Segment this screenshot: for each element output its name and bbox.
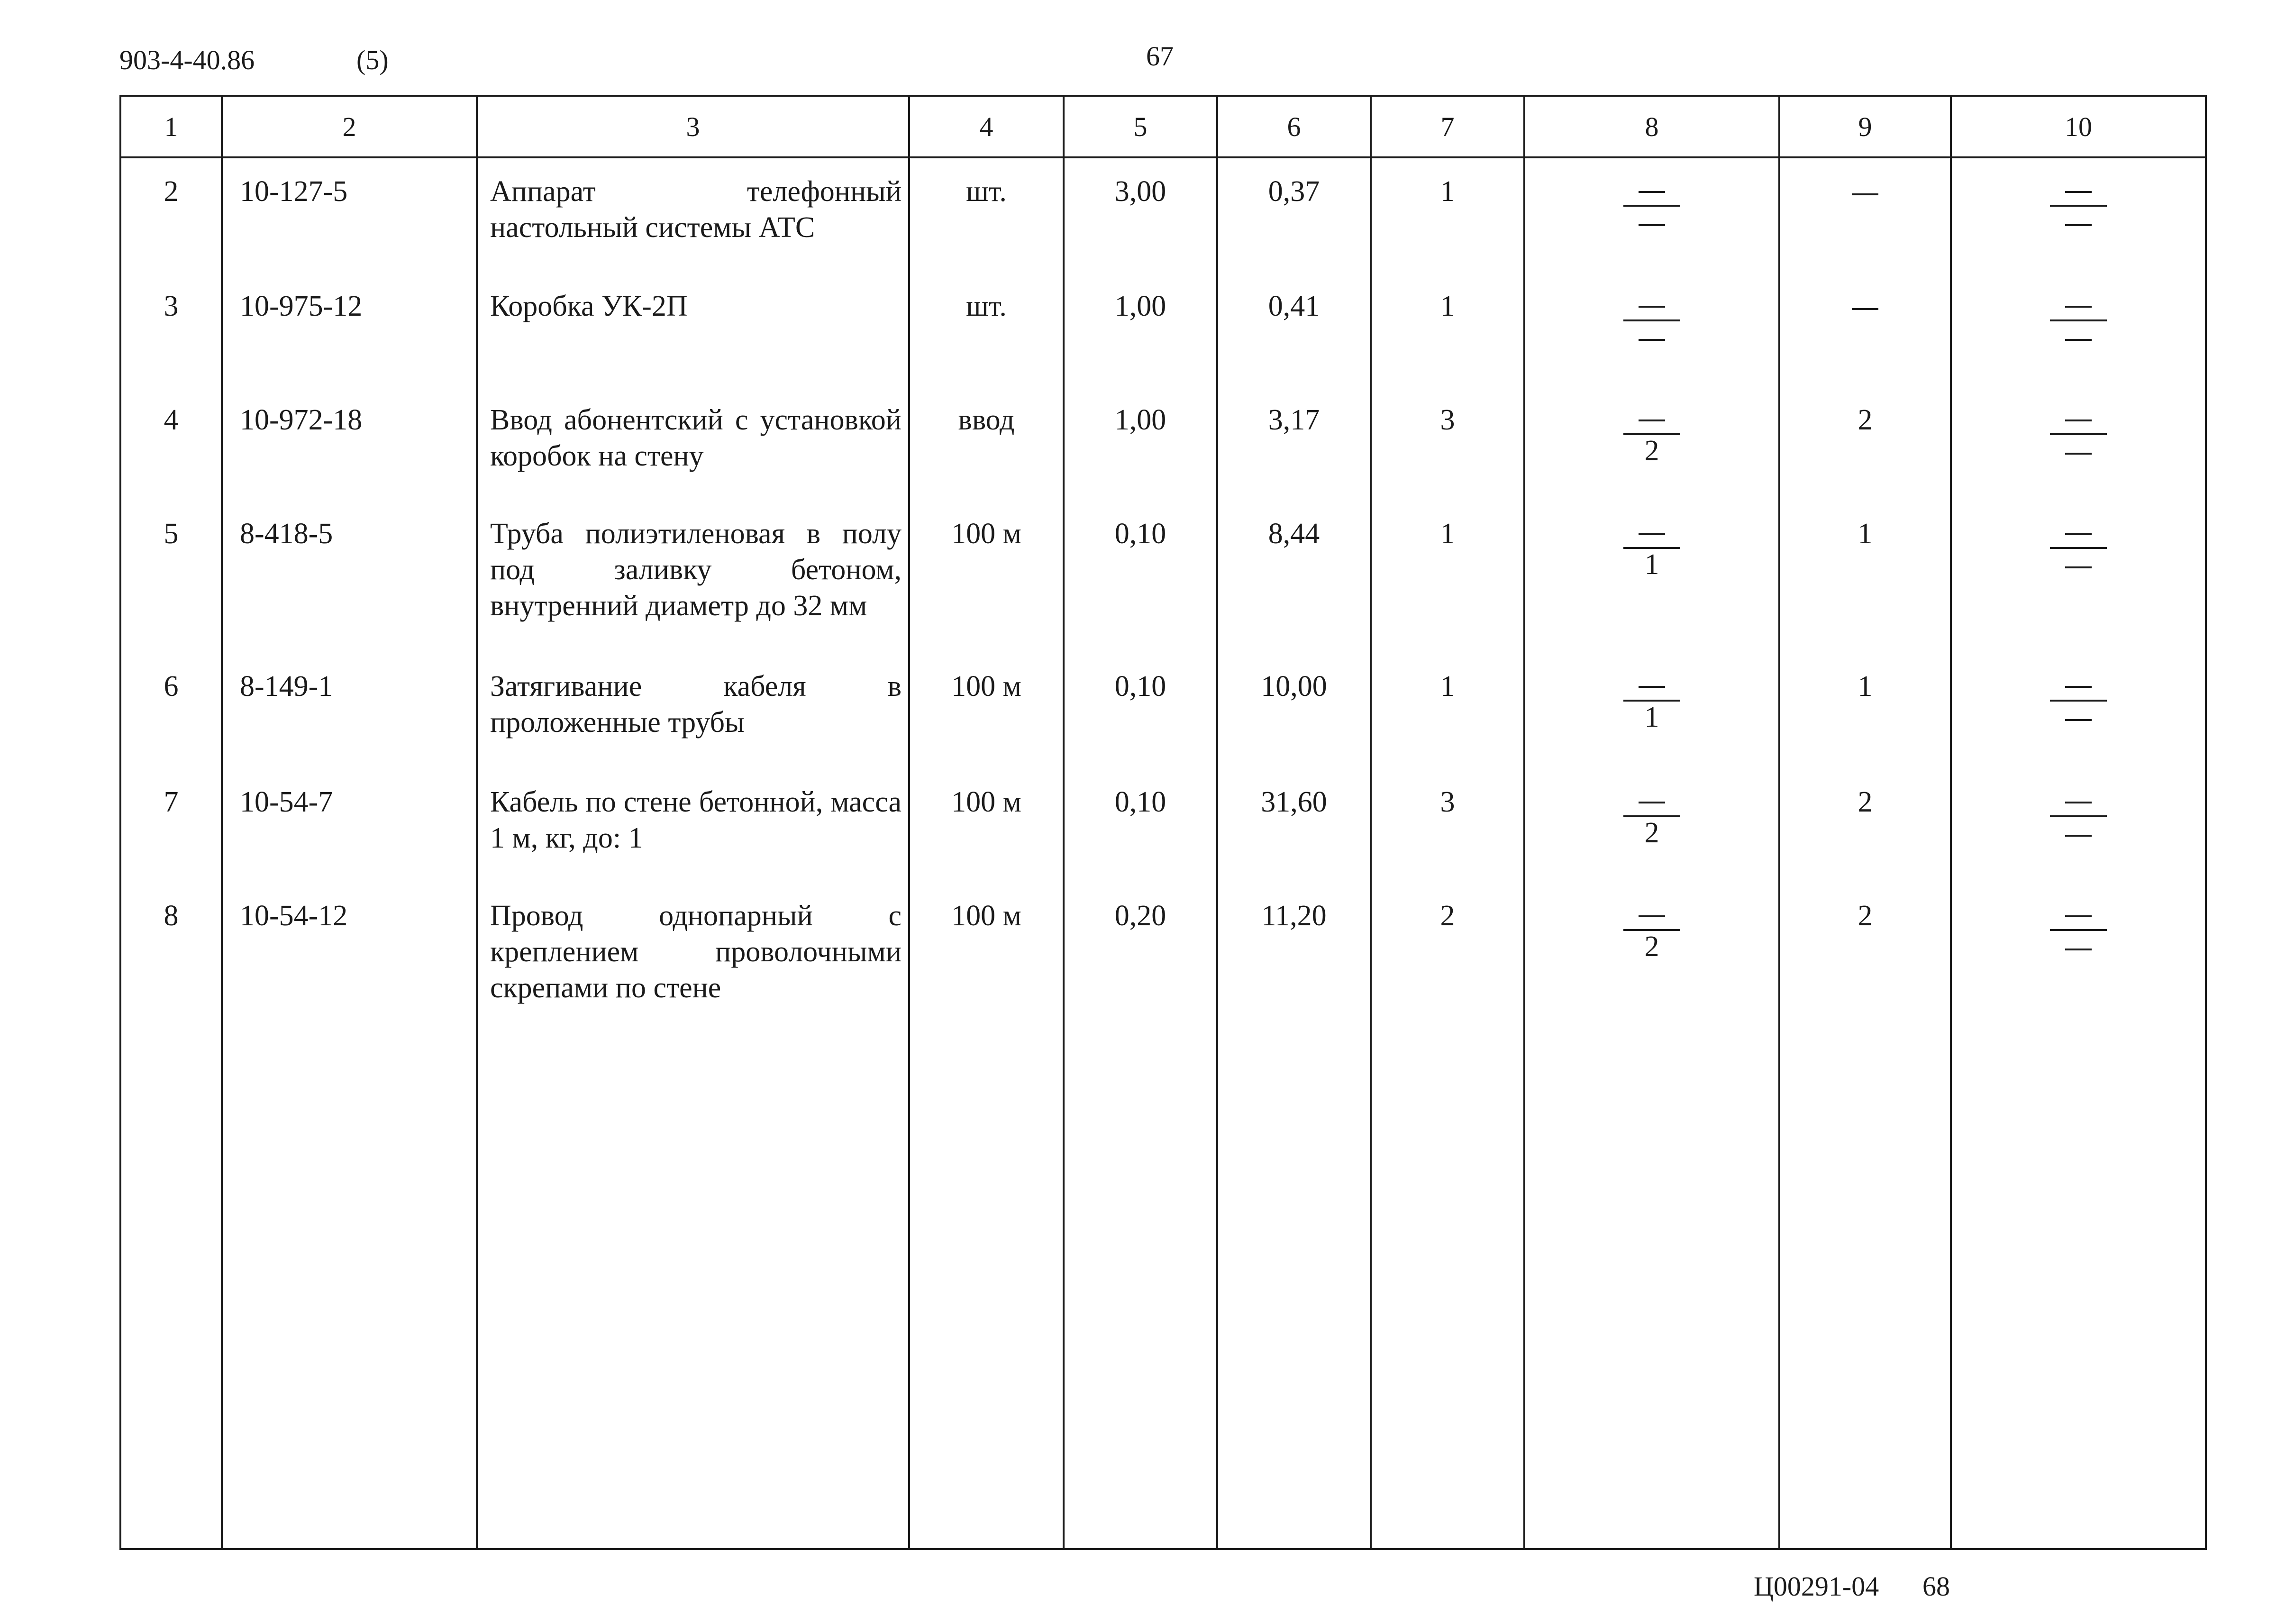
dash-mark [2065,306,2092,308]
col10-fraction-numerator [2048,898,2109,929]
price-value: 3,17 [1217,387,1371,501]
col10-cell [1951,501,2206,653]
quantity: 0,20 [1064,883,1217,1025]
footer-code: Ц00291-04 [1754,1571,1879,1602]
col9-cell [1779,157,1951,273]
col8-fraction-denominator: 1 [1644,548,1659,581]
col8-fraction-numerator [1621,173,1683,205]
col10-fraction [2048,668,2109,733]
dash-mark [2065,719,2092,721]
work-name: Затягивание кабеля в проложенные трубы [477,653,909,769]
work-name: Кабель по стене бетонной, масса 1 м, кг, до: 1 [477,769,909,883]
empty-cell [1064,1025,1217,1549]
col10-cell [1951,157,2206,273]
col8-fraction [1621,288,1683,353]
dash-mark [2065,191,2092,193]
rate-code: 10-54-12 [222,883,477,1025]
table-row [120,273,2206,387]
row-number: 6 [120,653,222,769]
document-code: 903-4-40.86 [119,45,255,75]
col8-cell [1524,387,1779,501]
column-header: 9 [1779,96,1951,157]
rate-code: 8-149-1 [222,653,477,769]
quantity: 1,00 [1064,273,1217,387]
table-row [120,653,2206,769]
dash-mark [2065,566,2092,568]
empty-cell [222,1025,477,1549]
col8-fraction-numerator [1621,516,1683,547]
row-number: 7 [120,769,222,883]
count-value: 1 [1371,501,1524,653]
col10-fraction-denominator [2048,931,2109,962]
col8-fraction [1621,516,1683,580]
col8-fraction [1621,173,1683,238]
column-header: 8 [1524,96,1779,157]
col9-cell [1779,883,1951,1025]
col8-fraction [1621,668,1683,733]
empty-cell [477,1025,909,1549]
col8-cell [1524,653,1779,769]
count-value: 3 [1371,769,1524,883]
col8-fraction [1621,898,1683,962]
dash-mark [2065,835,2092,837]
dash-mark [2065,686,2092,688]
col10-fraction-numerator [2048,784,2109,815]
count-value: 2 [1371,883,1524,1025]
col8-fraction-denominator [1621,321,1683,353]
col8-fraction-numerator [1621,288,1683,319]
rate-code: 10-127-5 [222,157,477,273]
price-value: 8,44 [1217,501,1371,653]
col10-fraction-denominator [2048,435,2109,466]
dash-mark [2065,453,2092,455]
dash-mark [1639,915,1665,917]
col8-cell [1524,157,1779,273]
price-value: 11,20 [1217,883,1371,1025]
dash-mark [2065,224,2092,226]
col10-fraction-numerator [2048,173,2109,205]
count-value: 1 [1371,653,1524,769]
count-value: 1 [1371,273,1524,387]
col8-fraction-denominator: 2 [1644,435,1659,467]
dash-mark [1639,533,1665,535]
dash-mark [2065,802,2092,803]
page-number: 67 [1146,41,1174,72]
empty-cell [909,1025,1064,1549]
col10-fraction [2048,898,2109,962]
col9-value: 2 [1858,900,1873,932]
col10-fraction [2048,288,2109,353]
work-name: Провод однопарный с креплением проволочными скрепами по стене [477,883,909,1025]
dash-mark [2065,339,2092,341]
col9-cell [1779,769,1951,883]
dash-mark [1639,339,1665,341]
col9-value: 1 [1858,670,1873,703]
col8-fraction-numerator [1621,898,1683,929]
dash-mark [1639,306,1665,308]
dash-mark [2065,533,2092,535]
quantity: 0,10 [1064,653,1217,769]
quantity: 1,00 [1064,387,1217,501]
quantity: 3,00 [1064,157,1217,273]
quantity: 0,10 [1064,501,1217,653]
unit: 100 м [909,883,1064,1025]
price-value: 10,00 [1217,653,1371,769]
col9-value: 2 [1858,786,1873,818]
col8-cell [1524,883,1779,1025]
work-name: Труба полиэтиленовая в полу под заливку бетоном, внутренний диаметр до 32 мм [477,501,909,653]
dash-mark [1639,686,1665,688]
unit: 100 м [909,653,1064,769]
column-header: 10 [1951,96,2206,157]
column-header: 1 [120,96,222,157]
unit: шт. [909,273,1064,387]
col10-cell [1951,653,2206,769]
column-header: 6 [1217,96,1371,157]
table-row [120,501,2206,653]
count-value: 1 [1371,157,1524,273]
unit: 100 м [909,769,1064,883]
empty-cell [1524,1025,1779,1549]
col8-fraction-numerator [1621,402,1683,433]
column-header: 7 [1371,96,1524,157]
col8-cell [1524,769,1779,883]
column-header: 5 [1064,96,1217,157]
price-value: 0,37 [1217,157,1371,273]
col10-fraction [2048,784,2109,848]
count-value: 3 [1371,387,1524,501]
rate-code: 10-975-12 [222,273,477,387]
col10-fraction-denominator [2048,817,2109,848]
col9-value: 2 [1858,404,1873,436]
rate-code: 10-54-7 [222,769,477,883]
col8-fraction [1621,784,1683,848]
row-number: 3 [120,273,222,387]
dash-mark [2065,949,2092,950]
dash-mark [2065,420,2092,421]
col9-value: 1 [1858,518,1873,550]
rate-code: 8-418-5 [222,501,477,653]
col8-fraction-numerator [1621,668,1683,700]
table-header-row [120,96,2206,157]
unit: ввод [909,387,1064,501]
dash-mark [1852,193,1878,195]
col8-fraction [1621,402,1683,466]
empty-cell [1217,1025,1371,1549]
col10-fraction [2048,402,2109,466]
empty-cell [120,1025,222,1549]
col10-fraction-denominator [2048,207,2109,238]
footer-number: 68 [1922,1571,1950,1602]
col10-cell [1951,769,2206,883]
row-number: 2 [120,157,222,273]
dash-mark [1852,308,1878,310]
column-header: 4 [909,96,1064,157]
row-number: 4 [120,387,222,501]
sheet-number: (5) [356,45,389,75]
col9-cell [1779,273,1951,387]
col8-fraction-denominator [1621,207,1683,238]
col10-fraction-numerator [2048,288,2109,319]
specification-table [119,95,2207,1550]
dash-mark [2065,915,2092,917]
dash-mark [1639,191,1665,193]
col10-cell [1951,387,2206,501]
quantity: 0,10 [1064,769,1217,883]
col10-fraction-numerator [2048,402,2109,433]
empty-cell [1951,1025,2206,1549]
dash-mark [1639,420,1665,421]
col8-cell [1524,273,1779,387]
work-name: Коробка УК-2П [477,273,909,387]
unit: 100 м [909,501,1064,653]
col10-fraction [2048,173,2109,238]
unit: шт. [909,157,1064,273]
col10-cell [1951,883,2206,1025]
table-row [120,883,2206,1025]
col8-fraction-denominator: 1 [1644,701,1659,733]
row-number: 8 [120,883,222,1025]
price-value: 0,41 [1217,273,1371,387]
column-header: 2 [222,96,477,157]
col8-cell [1524,501,1779,653]
col10-fraction-denominator [2048,702,2109,733]
col10-fraction-denominator [2048,549,2109,580]
empty-cell [1371,1025,1524,1549]
table-row [120,387,2206,501]
col8-fraction-denominator: 2 [1644,931,1659,963]
col10-cell [1951,273,2206,387]
col10-fraction-numerator [2048,668,2109,700]
empty-cell [1779,1025,1951,1549]
col10-fraction-denominator [2048,321,2109,353]
col10-fraction [2048,516,2109,580]
empty-filler-row [120,1025,2206,1549]
column-header: 3 [477,96,909,157]
dash-mark [1639,224,1665,226]
work-name: Ввод абонентский с установкой коробок на стену [477,387,909,501]
col10-fraction-numerator [2048,516,2109,547]
col8-fraction-numerator [1621,784,1683,815]
row-number: 5 [120,501,222,653]
col9-cell [1779,501,1951,653]
rate-code: 10-972-18 [222,387,477,501]
col9-cell [1779,653,1951,769]
col8-fraction-denominator: 2 [1644,817,1659,849]
work-name: Аппарат телефонный настольный системы АТС [477,157,909,273]
table-row [120,157,2206,273]
table-row [120,769,2206,883]
price-value: 31,60 [1217,769,1371,883]
col9-cell [1779,387,1951,501]
dash-mark [1639,802,1665,803]
